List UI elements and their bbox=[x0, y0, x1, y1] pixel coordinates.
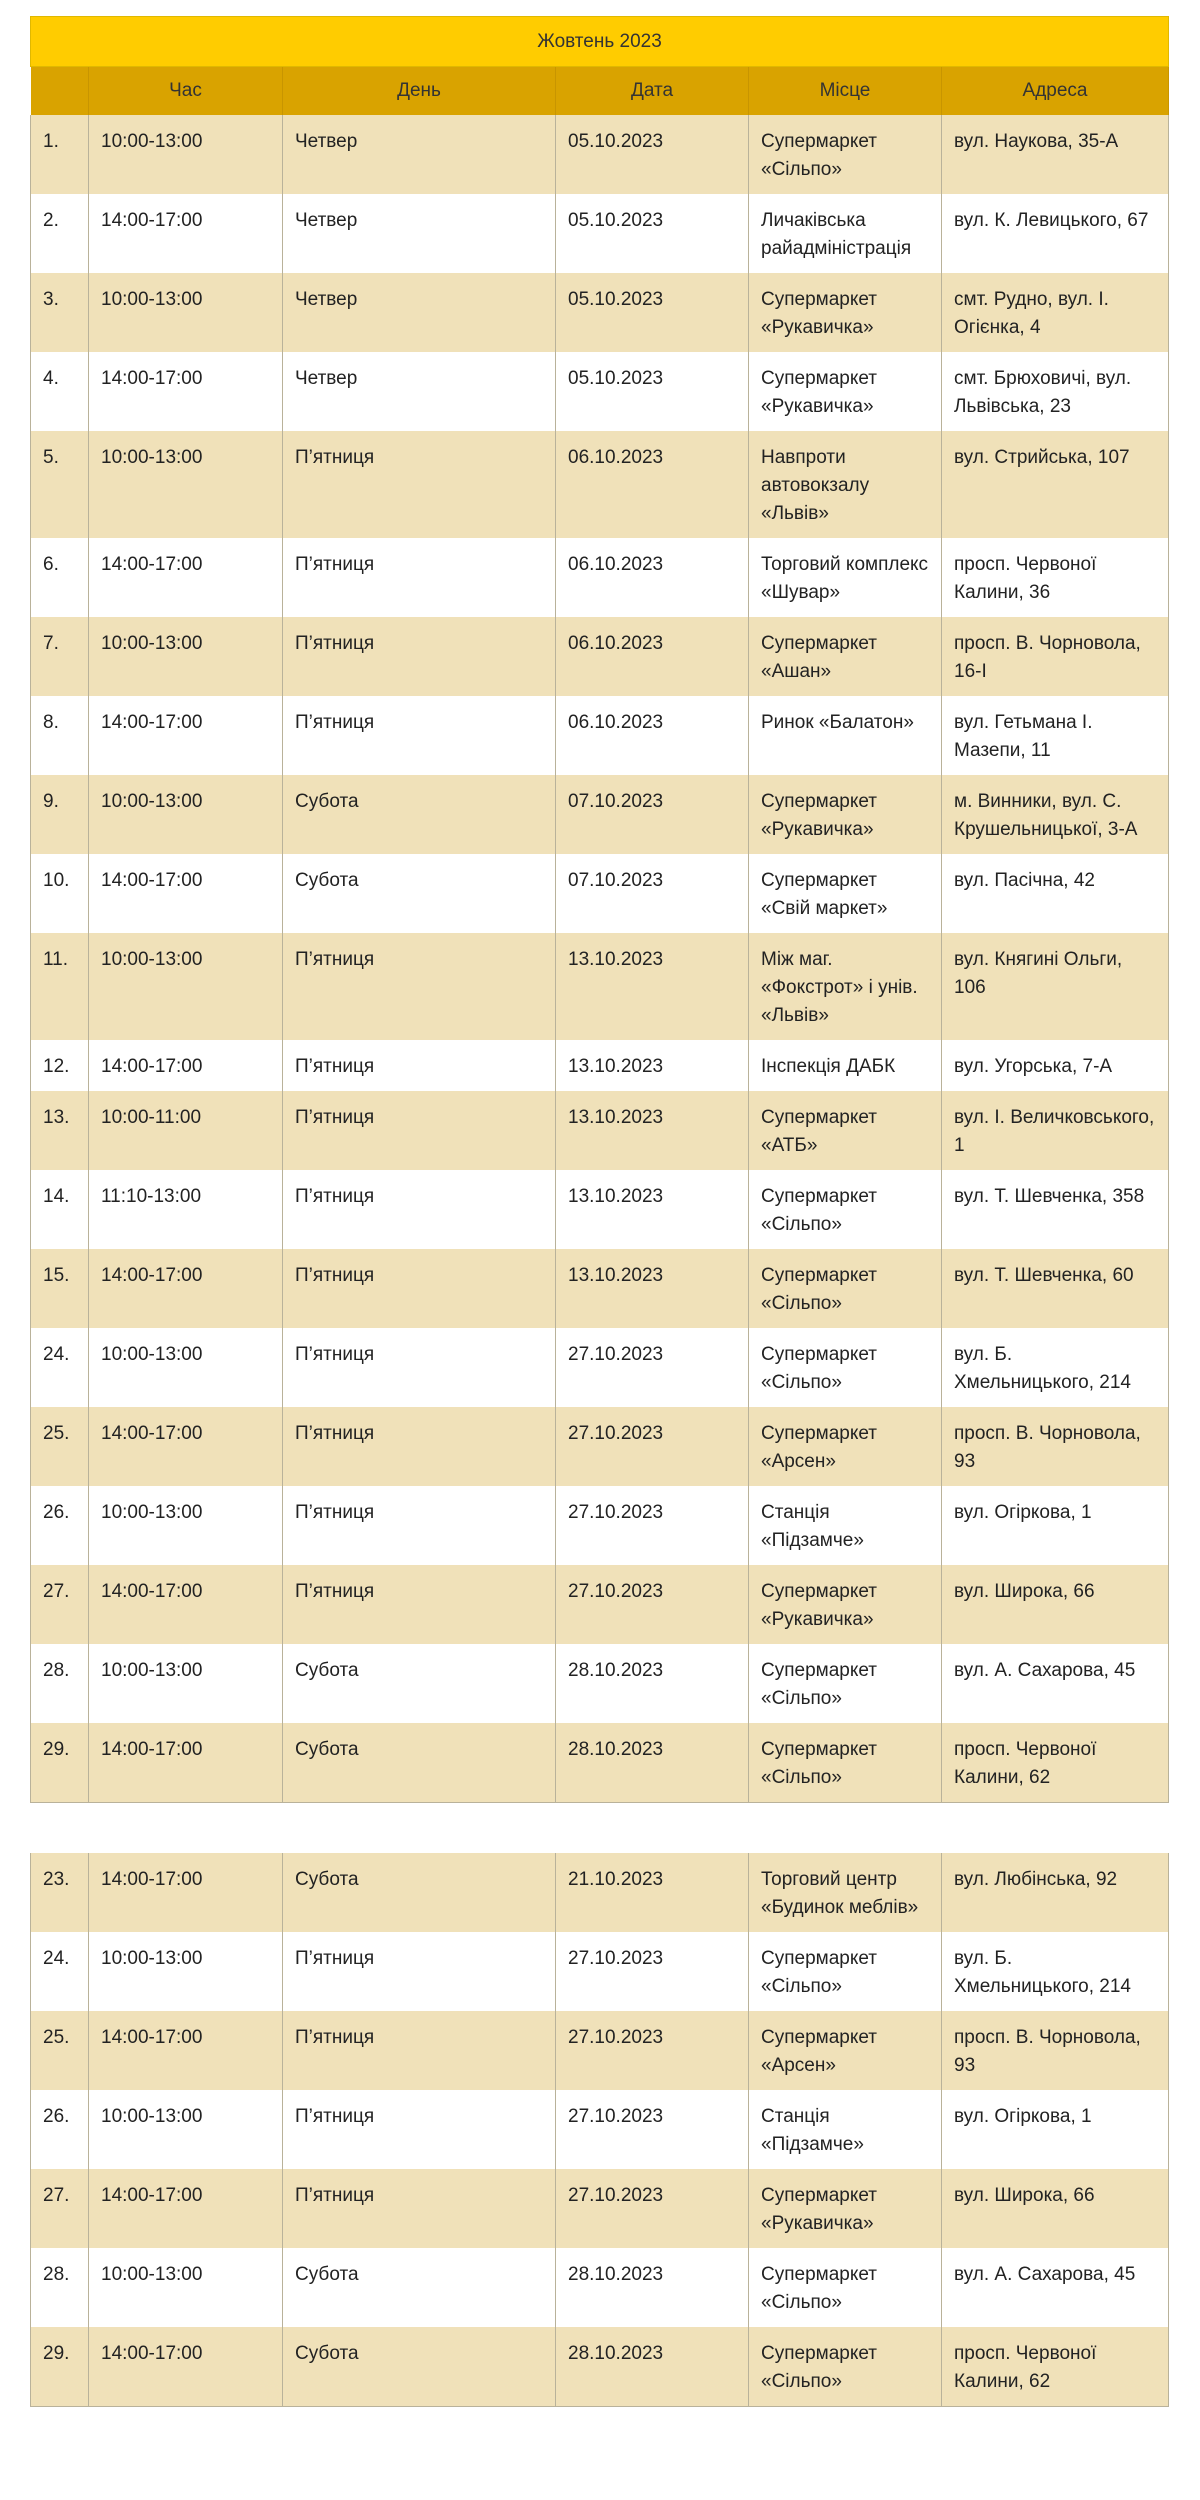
time-cell: 10:00-13:00 bbox=[89, 431, 283, 538]
place-cell: Супермаркет «Сільпо» bbox=[749, 2248, 942, 2327]
table-row bbox=[31, 933, 1169, 1040]
address-cell: просп. В. Чорновола, 93 bbox=[942, 1407, 1169, 1486]
table-row bbox=[31, 538, 1169, 617]
address-cell: вул. І. Величковського, 1 bbox=[942, 1091, 1169, 1170]
day-cell: П’ятниця bbox=[283, 696, 556, 775]
table-row bbox=[31, 2248, 1169, 2327]
time-cell: 14:00-17:00 bbox=[89, 1565, 283, 1644]
date-cell: 05.10.2023 bbox=[556, 352, 749, 431]
address-cell: вул. Б. Хмельницького, 214 bbox=[942, 1932, 1169, 2011]
row-number: 26. bbox=[31, 2090, 89, 2169]
row-number: 28. bbox=[31, 2248, 89, 2327]
table-row bbox=[31, 1091, 1169, 1170]
date-cell: 05.10.2023 bbox=[556, 273, 749, 352]
place-cell: Супермаркет «Рукавичка» bbox=[749, 273, 942, 352]
month-title: Жовтень 2023 bbox=[31, 17, 1169, 67]
row-number: 27. bbox=[31, 1565, 89, 1644]
schedule-container bbox=[30, 16, 1168, 2407]
day-cell: П’ятниця bbox=[283, 2169, 556, 2248]
address-cell: просп. Червоної Калини, 62 bbox=[942, 2327, 1169, 2407]
date-cell: 27.10.2023 bbox=[556, 1486, 749, 1565]
day-cell: Субота bbox=[283, 2327, 556, 2407]
table-row bbox=[31, 1170, 1169, 1249]
address-cell: просп. Червоної Калини, 62 bbox=[942, 1723, 1169, 1803]
day-cell: П’ятниця bbox=[283, 431, 556, 538]
date-cell: 13.10.2023 bbox=[556, 933, 749, 1040]
address-cell: просп. В. Чорновола, 16-І bbox=[942, 617, 1169, 696]
address-cell: вул. К. Левицького, 67 bbox=[942, 194, 1169, 273]
day-cell: П’ятниця bbox=[283, 1932, 556, 2011]
date-cell: 27.10.2023 bbox=[556, 1932, 749, 2011]
date-cell: 27.10.2023 bbox=[556, 1407, 749, 1486]
address-cell: вул. Широка, 66 bbox=[942, 1565, 1169, 1644]
date-cell: 06.10.2023 bbox=[556, 538, 749, 617]
table-row bbox=[31, 617, 1169, 696]
time-cell: 11:10-13:00 bbox=[89, 1170, 283, 1249]
place-cell: Личаківська райадміністрація bbox=[749, 194, 942, 273]
date-cell: 28.10.2023 bbox=[556, 2327, 749, 2407]
place-cell: Торговий центр «Будинок меблів» bbox=[749, 1853, 942, 1932]
place-cell: Торговий комплекс «Шувар» bbox=[749, 538, 942, 617]
date-cell: 27.10.2023 bbox=[556, 2169, 749, 2248]
table-row bbox=[31, 1407, 1169, 1486]
row-number: 25. bbox=[31, 1407, 89, 1486]
place-cell: Супермаркет «Рукавичка» bbox=[749, 1565, 942, 1644]
address-cell: вул. Огіркова, 1 bbox=[942, 2090, 1169, 2169]
place-cell: Ринок «Балатон» bbox=[749, 696, 942, 775]
date-cell: 13.10.2023 bbox=[556, 1249, 749, 1328]
address-cell: вул. Наукова, 35-А bbox=[942, 115, 1169, 194]
day-cell: П’ятниця bbox=[283, 1249, 556, 1328]
row-number: 10. bbox=[31, 854, 89, 933]
address-cell: вул. Б. Хмельницького, 214 bbox=[942, 1328, 1169, 1407]
address-cell: смт. Брюховичі, вул. Львівська, 23 bbox=[942, 352, 1169, 431]
place-cell: Супермаркет «Сільпо» bbox=[749, 1932, 942, 2011]
address-cell: вул. Угорська, 7-А bbox=[942, 1040, 1169, 1091]
place-cell: Супермаркет «Сільпо» bbox=[749, 115, 942, 194]
day-cell: Четвер bbox=[283, 273, 556, 352]
date-cell: 13.10.2023 bbox=[556, 1091, 749, 1170]
row-number: 7. bbox=[31, 617, 89, 696]
address-cell: просп. Червоної Калини, 36 bbox=[942, 538, 1169, 617]
place-cell: Супермаркет «Сільпо» bbox=[749, 1644, 942, 1723]
place-cell: Супермаркет «Сільпо» bbox=[749, 1170, 942, 1249]
time-cell: 10:00-13:00 bbox=[89, 1932, 283, 2011]
schedule-table-second bbox=[30, 1853, 1169, 2407]
row-number: 13. bbox=[31, 1091, 89, 1170]
time-cell: 14:00-17:00 bbox=[89, 194, 283, 273]
day-cell: Четвер bbox=[283, 194, 556, 273]
time-cell: 10:00-13:00 bbox=[89, 2090, 283, 2169]
date-cell: 06.10.2023 bbox=[556, 431, 749, 538]
column-header-place: Місце bbox=[749, 67, 942, 116]
address-cell: вул. А. Сахарова, 45 bbox=[942, 2248, 1169, 2327]
time-cell: 14:00-17:00 bbox=[89, 1723, 283, 1803]
table-row bbox=[31, 115, 1169, 194]
place-cell: Станція «Підзамче» bbox=[749, 2090, 942, 2169]
time-cell: 14:00-17:00 bbox=[89, 1249, 283, 1328]
date-cell: 27.10.2023 bbox=[556, 2090, 749, 2169]
place-cell: Супермаркет «Сільпо» bbox=[749, 1328, 942, 1407]
table-row bbox=[31, 352, 1169, 431]
table-row bbox=[31, 2327, 1169, 2407]
table-row bbox=[31, 431, 1169, 538]
table-row bbox=[31, 1040, 1169, 1091]
time-cell: 10:00-13:00 bbox=[89, 115, 283, 194]
table-row bbox=[31, 696, 1169, 775]
column-header-number bbox=[31, 67, 89, 116]
time-cell: 10:00-13:00 bbox=[89, 273, 283, 352]
row-number: 1. bbox=[31, 115, 89, 194]
address-cell: вул. Огіркова, 1 bbox=[942, 1486, 1169, 1565]
time-cell: 14:00-17:00 bbox=[89, 1407, 283, 1486]
day-cell: П’ятниця bbox=[283, 2011, 556, 2090]
address-cell: вул. Т. Шевченка, 358 bbox=[942, 1170, 1169, 1249]
table-row bbox=[31, 1565, 1169, 1644]
table-row bbox=[31, 2011, 1169, 2090]
time-cell: 14:00-17:00 bbox=[89, 854, 283, 933]
row-number: 5. bbox=[31, 431, 89, 538]
column-header-day: День bbox=[283, 67, 556, 116]
address-cell: вул. Пасічна, 42 bbox=[942, 854, 1169, 933]
address-cell: м. Винники, вул. С. Крушельницької, 3-А bbox=[942, 775, 1169, 854]
place-cell: Супермаркет «АТБ» bbox=[749, 1091, 942, 1170]
row-number: 26. bbox=[31, 1486, 89, 1565]
day-cell: П’ятниця bbox=[283, 617, 556, 696]
row-number: 14. bbox=[31, 1170, 89, 1249]
place-cell: Супермаркет «Свій маркет» bbox=[749, 854, 942, 933]
place-cell: Супермаркет «Сільпо» bbox=[749, 1249, 942, 1328]
date-cell: 28.10.2023 bbox=[556, 2248, 749, 2327]
day-cell: П’ятниця bbox=[283, 1486, 556, 1565]
date-cell: 07.10.2023 bbox=[556, 775, 749, 854]
day-cell: П’ятниця bbox=[283, 1040, 556, 1091]
row-number: 24. bbox=[31, 1932, 89, 2011]
row-number: 15. bbox=[31, 1249, 89, 1328]
time-cell: 14:00-17:00 bbox=[89, 538, 283, 617]
row-number: 3. bbox=[31, 273, 89, 352]
schedule-rows-second bbox=[31, 1853, 1169, 2407]
date-cell: 13.10.2023 bbox=[556, 1170, 749, 1249]
address-cell: вул. А. Сахарова, 45 bbox=[942, 1644, 1169, 1723]
row-number: 29. bbox=[31, 2327, 89, 2407]
column-header-address: Адреса bbox=[942, 67, 1169, 116]
place-cell: Супермаркет «Ашан» bbox=[749, 617, 942, 696]
table-row bbox=[31, 775, 1169, 854]
schedule-rows bbox=[31, 115, 1169, 1803]
schedule-table bbox=[30, 16, 1169, 1803]
day-cell: П’ятниця bbox=[283, 933, 556, 1040]
place-cell: Супермаркет «Рукавичка» bbox=[749, 352, 942, 431]
address-cell: просп. В. Чорновола, 93 bbox=[942, 2011, 1169, 2090]
date-cell: 21.10.2023 bbox=[556, 1853, 749, 1932]
place-cell: Супермаркет «Рукавичка» bbox=[749, 775, 942, 854]
time-cell: 14:00-17:00 bbox=[89, 352, 283, 431]
place-cell: Супермаркет «Арсен» bbox=[749, 2011, 942, 2090]
month-header-row bbox=[31, 17, 1169, 67]
table-row bbox=[31, 1932, 1169, 2011]
time-cell: 10:00-13:00 bbox=[89, 1644, 283, 1723]
place-cell: Супермаркет «Сільпо» bbox=[749, 1723, 942, 1803]
date-cell: 27.10.2023 bbox=[556, 1565, 749, 1644]
date-cell: 06.10.2023 bbox=[556, 617, 749, 696]
day-cell: Субота bbox=[283, 1644, 556, 1723]
place-cell: Супермаркет «Сільпо» bbox=[749, 2327, 942, 2407]
table-row bbox=[31, 2090, 1169, 2169]
day-cell: П’ятниця bbox=[283, 1565, 556, 1644]
time-cell: 10:00-13:00 bbox=[89, 1486, 283, 1565]
row-number: 12. bbox=[31, 1040, 89, 1091]
date-cell: 13.10.2023 bbox=[556, 1040, 749, 1091]
place-cell: Інспекція ДАБК bbox=[749, 1040, 942, 1091]
row-number: 25. bbox=[31, 2011, 89, 2090]
table-gap bbox=[30, 1803, 1168, 1853]
address-cell: вул. Стрийська, 107 bbox=[942, 431, 1169, 538]
day-cell: Субота bbox=[283, 1723, 556, 1803]
table-row bbox=[31, 1328, 1169, 1407]
time-cell: 10:00-11:00 bbox=[89, 1091, 283, 1170]
time-cell: 14:00-17:00 bbox=[89, 2327, 283, 2407]
date-cell: 06.10.2023 bbox=[556, 696, 749, 775]
time-cell: 10:00-13:00 bbox=[89, 775, 283, 854]
day-cell: П’ятниця bbox=[283, 538, 556, 617]
day-cell: П’ятниця bbox=[283, 1328, 556, 1407]
row-number: 8. bbox=[31, 696, 89, 775]
row-number: 2. bbox=[31, 194, 89, 273]
time-cell: 10:00-13:00 bbox=[89, 1328, 283, 1407]
table-row bbox=[31, 1723, 1169, 1803]
row-number: 23. bbox=[31, 1853, 89, 1932]
date-cell: 05.10.2023 bbox=[556, 115, 749, 194]
day-cell: П’ятниця bbox=[283, 1091, 556, 1170]
date-cell: 27.10.2023 bbox=[556, 2011, 749, 2090]
table-row bbox=[31, 854, 1169, 933]
day-cell: Субота bbox=[283, 854, 556, 933]
day-cell: Четвер bbox=[283, 115, 556, 194]
day-cell: Субота bbox=[283, 1853, 556, 1932]
day-cell: П’ятниця bbox=[283, 1170, 556, 1249]
address-cell: вул. Гетьмана І. Мазепи, 11 bbox=[942, 696, 1169, 775]
table-row bbox=[31, 1644, 1169, 1723]
address-cell: вул. Любінська, 92 bbox=[942, 1853, 1169, 1932]
time-cell: 14:00-17:00 bbox=[89, 2169, 283, 2248]
time-cell: 14:00-17:00 bbox=[89, 1040, 283, 1091]
place-cell: Навпроти автовокзалу «Львів» bbox=[749, 431, 942, 538]
date-cell: 28.10.2023 bbox=[556, 1723, 749, 1803]
place-cell: Супермаркет «Рукавичка» bbox=[749, 2169, 942, 2248]
place-cell: Станція «Підзамче» bbox=[749, 1486, 942, 1565]
day-cell: П’ятниця bbox=[283, 1407, 556, 1486]
table-row bbox=[31, 1486, 1169, 1565]
address-cell: вул. Широка, 66 bbox=[942, 2169, 1169, 2248]
table-row bbox=[31, 273, 1169, 352]
day-cell: П’ятниця bbox=[283, 2090, 556, 2169]
table-row bbox=[31, 2169, 1169, 2248]
table-row bbox=[31, 194, 1169, 273]
time-cell: 14:00-17:00 bbox=[89, 1853, 283, 1932]
date-cell: 28.10.2023 bbox=[556, 1644, 749, 1723]
address-cell: вул. Княгині Ольги, 106 bbox=[942, 933, 1169, 1040]
place-cell: Між маг. «Фокстрот» і унів. «Львів» bbox=[749, 933, 942, 1040]
row-number: 24. bbox=[31, 1328, 89, 1407]
time-cell: 14:00-17:00 bbox=[89, 696, 283, 775]
row-number: 11. bbox=[31, 933, 89, 1040]
time-cell: 10:00-13:00 bbox=[89, 617, 283, 696]
day-cell: Четвер bbox=[283, 352, 556, 431]
column-header-date: Дата bbox=[556, 67, 749, 116]
date-cell: 07.10.2023 bbox=[556, 854, 749, 933]
date-cell: 05.10.2023 bbox=[556, 194, 749, 273]
time-cell: 10:00-13:00 bbox=[89, 2248, 283, 2327]
address-cell: смт. Рудно, вул. І. Огієнка, 4 bbox=[942, 273, 1169, 352]
row-number: 9. bbox=[31, 775, 89, 854]
place-cell: Супермаркет «Арсен» bbox=[749, 1407, 942, 1486]
row-number: 27. bbox=[31, 2169, 89, 2248]
row-number: 29. bbox=[31, 1723, 89, 1803]
address-cell: вул. Т. Шевченка, 60 bbox=[942, 1249, 1169, 1328]
row-number: 28. bbox=[31, 1644, 89, 1723]
column-header-row bbox=[31, 67, 1169, 116]
table-row bbox=[31, 1853, 1169, 1932]
table-row bbox=[31, 1249, 1169, 1328]
row-number: 6. bbox=[31, 538, 89, 617]
row-number: 4. bbox=[31, 352, 89, 431]
day-cell: Субота bbox=[283, 775, 556, 854]
day-cell: Субота bbox=[283, 2248, 556, 2327]
column-header-time: Час bbox=[89, 67, 283, 116]
time-cell: 14:00-17:00 bbox=[89, 2011, 283, 2090]
time-cell: 10:00-13:00 bbox=[89, 933, 283, 1040]
date-cell: 27.10.2023 bbox=[556, 1328, 749, 1407]
